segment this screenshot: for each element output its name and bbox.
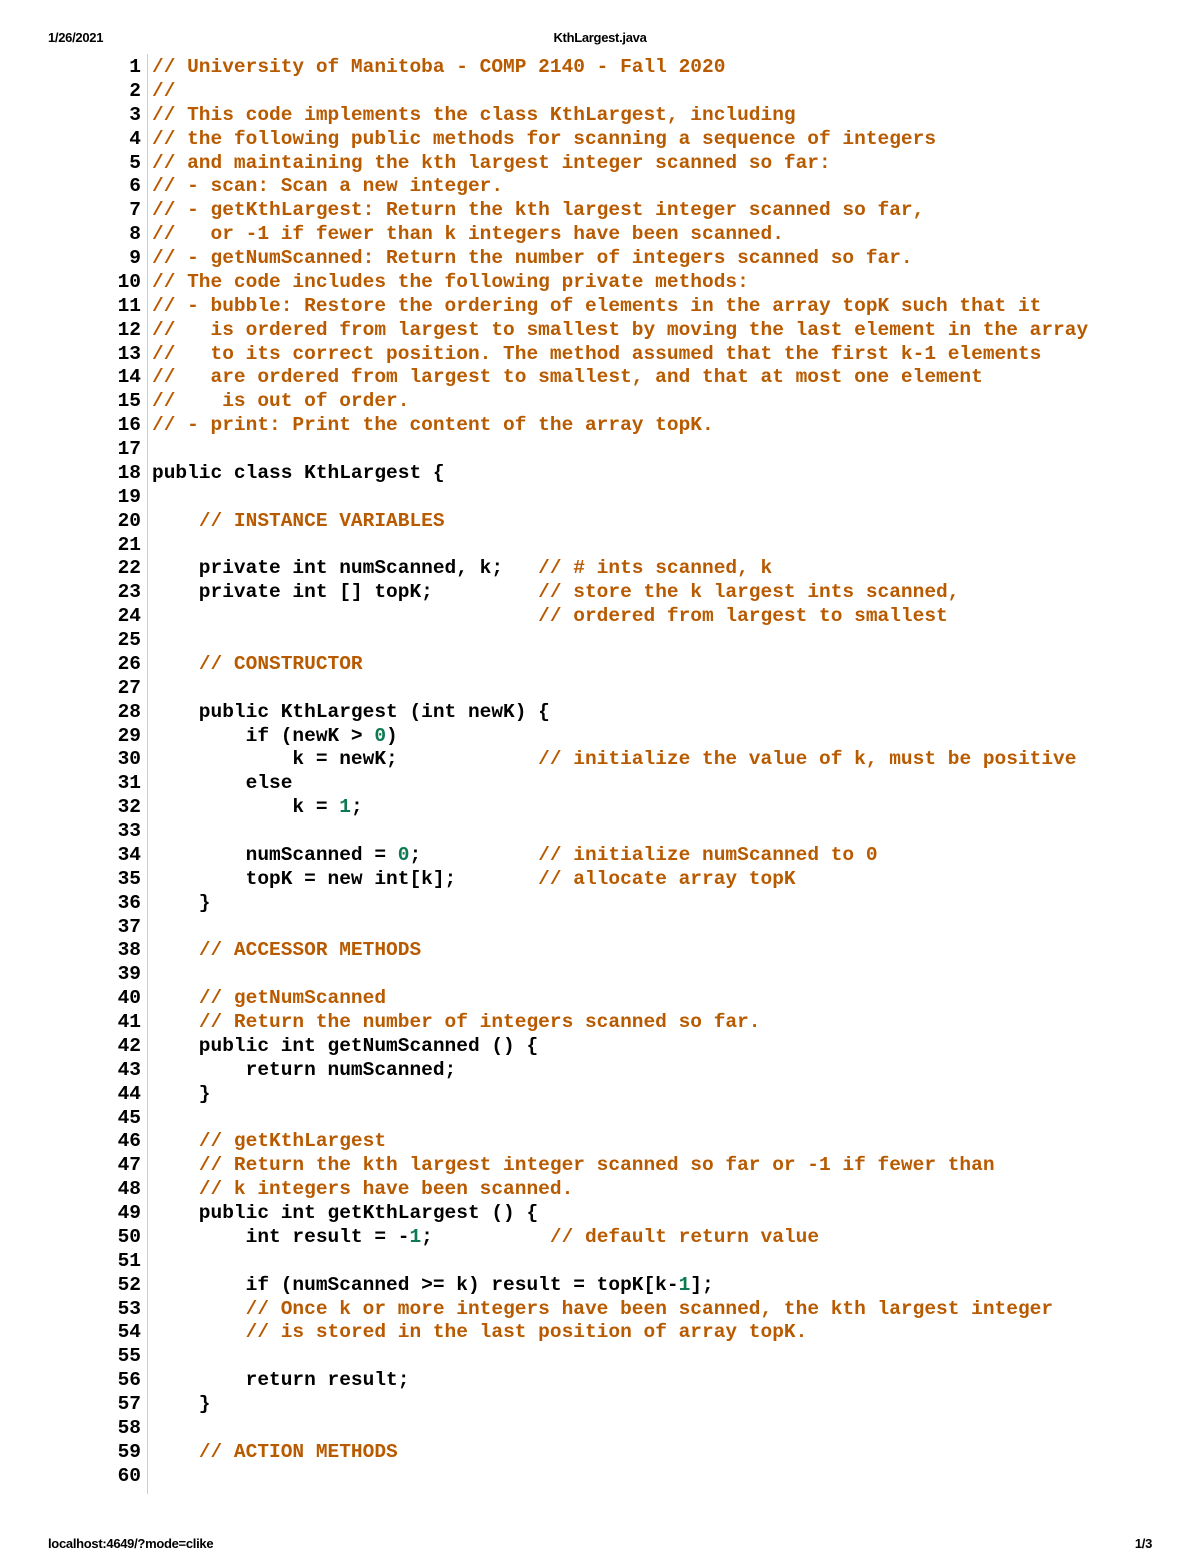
code-token: return numScanned; (152, 1058, 457, 1081)
code-line (0, 56, 1200, 80)
code-line (0, 605, 1200, 629)
code-text (152, 128, 936, 152)
code-comment: // - getNumScanned: Return the number of integers scanned so far. (152, 247, 913, 269)
code-line (0, 534, 1200, 558)
code-token: ; (350, 796, 363, 819)
code-token: numScanned = (152, 843, 398, 866)
code-token: ; (409, 843, 539, 866)
line-number: 39 (117, 963, 141, 986)
code-line (0, 892, 1200, 916)
code-token: public KthLargest (int newK) { (152, 700, 550, 723)
code-text (152, 152, 831, 176)
code-line (0, 963, 1200, 987)
code-comment: // # ints scanned, k (538, 557, 773, 580)
line-number: 52 (117, 1273, 141, 1296)
code-token: return result; (152, 1369, 410, 1392)
line-number: 44 (117, 1082, 141, 1105)
code-text (152, 748, 1076, 772)
code-text (152, 1393, 211, 1417)
line-number: 22 (117, 557, 141, 580)
code-line (0, 247, 1200, 271)
code-token: ) (386, 724, 398, 747)
line-number: 41 (117, 1011, 141, 1033)
code-comment: // Return the number of integers scanned so far. (198, 1011, 761, 1033)
code-token: k = (152, 796, 340, 819)
code-line (0, 80, 1200, 104)
code-token (152, 1154, 199, 1176)
code-line (0, 1011, 1200, 1035)
code-line (0, 1441, 1200, 1465)
line-number: 35 (117, 867, 141, 890)
code-token (152, 987, 199, 1009)
code-comment: // are ordered from largest to smallest, and that at most one element (152, 366, 983, 389)
code-line (0, 438, 1200, 462)
code-text (152, 1441, 398, 1465)
line-number: 18 (117, 461, 141, 484)
code-line (0, 939, 1200, 963)
code-comment: // is out of order. (152, 390, 410, 413)
code-line (0, 510, 1200, 534)
code-line (0, 1250, 1200, 1274)
code-comment: // CONSTRUCTOR (198, 652, 363, 675)
line-number: 12 (117, 318, 141, 341)
code-line (0, 1369, 1200, 1393)
line-number: 20 (117, 509, 141, 532)
line-number: 32 (117, 796, 141, 819)
line-number: 24 (117, 605, 141, 628)
line-number: 14 (117, 366, 141, 389)
code-token: int result = - (152, 1225, 410, 1248)
code-text (152, 1154, 995, 1178)
code-line (0, 390, 1200, 414)
code-number-literal: 0 (397, 843, 410, 866)
line-number: 15 (117, 390, 141, 413)
code-text (152, 725, 398, 749)
code-line (0, 1417, 1200, 1441)
line-number: 27 (117, 676, 141, 699)
code-text (152, 1035, 538, 1059)
code-line (0, 916, 1200, 940)
code-line (0, 557, 1200, 581)
code-line (0, 629, 1200, 653)
line-number: 4 (129, 127, 141, 150)
code-text (152, 510, 445, 534)
code-line (0, 175, 1200, 199)
code-line (0, 1154, 1200, 1178)
code-text (152, 390, 409, 414)
code-line (0, 796, 1200, 820)
code-listing (0, 56, 1200, 1489)
code-comment: // Return the kth largest integer scanned so far or -1 if fewer than (198, 1154, 995, 1177)
code-token (152, 653, 199, 675)
line-number: 54 (117, 1321, 141, 1344)
code-line (0, 701, 1200, 725)
code-comment: // getKthLargest (198, 1130, 387, 1153)
code-line (0, 987, 1200, 1011)
code-text (152, 343, 1041, 367)
code-line (0, 1274, 1200, 1298)
code-line (0, 1345, 1200, 1369)
code-line (0, 1321, 1200, 1345)
line-number: 10 (117, 270, 141, 293)
line-number: 3 (129, 103, 141, 126)
code-comment: // the following public methods for scanning a sequence of integers (152, 127, 937, 150)
code-number-literal: 1 (339, 796, 351, 819)
code-comment: // or -1 if fewer than k integers have been scanned. (152, 223, 784, 246)
line-number: 37 (117, 915, 141, 938)
code-text (152, 247, 913, 271)
line-number: 30 (117, 748, 141, 771)
code-line (0, 1083, 1200, 1107)
code-token (152, 1321, 246, 1343)
code-token: public class KthLargest { (152, 461, 445, 484)
code-comment: // initialize numScanned to 0 (538, 843, 878, 866)
code-text (152, 1369, 409, 1393)
code-text (152, 175, 503, 199)
code-comment: // is ordered from largest to smallest by moving the last element in the array (152, 318, 1089, 341)
code-comment: // ordered from largest to smallest (538, 605, 948, 628)
code-text (152, 1083, 211, 1107)
code-token: ; (421, 1225, 550, 1248)
code-line (0, 271, 1200, 295)
code-line (0, 319, 1200, 343)
code-text (152, 80, 175, 104)
code-text (152, 271, 749, 295)
code-line (0, 725, 1200, 749)
line-number: 40 (117, 987, 141, 1010)
code-token: else (152, 772, 293, 795)
code-line (0, 486, 1200, 510)
line-number: 38 (117, 939, 141, 962)
code-text (152, 701, 550, 725)
code-token: if (numScanned >= k) result = topK[k- (152, 1273, 679, 1296)
code-line (0, 1465, 1200, 1489)
line-number: 50 (117, 1225, 141, 1248)
code-text (152, 653, 363, 677)
line-number: 58 (117, 1416, 141, 1439)
code-line (0, 1226, 1200, 1250)
code-line (0, 581, 1200, 605)
code-text (152, 319, 1088, 343)
code-comment: // store the k largest ints scanned, (538, 581, 960, 604)
line-number: 56 (117, 1369, 141, 1392)
code-text (152, 1202, 538, 1226)
code-line (0, 844, 1200, 868)
code-text (152, 1321, 807, 1345)
code-text (152, 462, 445, 486)
code-text (152, 605, 948, 629)
line-number: 45 (117, 1106, 141, 1129)
code-comment: // - scan: Scan a new integer. (152, 175, 504, 198)
code-text (152, 844, 878, 868)
code-token (152, 1298, 246, 1320)
code-token (152, 510, 199, 532)
line-number: 9 (129, 247, 141, 269)
code-comment: // getNumScanned (198, 987, 387, 1010)
line-number: 2 (129, 79, 141, 102)
line-number: 33 (117, 820, 141, 842)
document-title: KthLargest.java (553, 30, 647, 45)
line-number: 53 (117, 1297, 141, 1320)
code-token: public int getNumScanned () { (152, 1034, 539, 1057)
code-line (0, 748, 1200, 772)
code-token (152, 939, 199, 961)
code-comment: // to its correct position. The method assumed that the first k-1 elements (152, 342, 1042, 365)
code-comment: // University of Manitoba - COMP 2140 - Fall 2020 (152, 56, 726, 78)
line-number: 59 (117, 1440, 141, 1463)
code-line (0, 1130, 1200, 1154)
code-text (152, 366, 983, 390)
line-number: 28 (117, 700, 141, 723)
line-number: 8 (129, 223, 141, 246)
line-number: 48 (117, 1178, 141, 1201)
code-text (152, 987, 386, 1011)
code-line (0, 1393, 1200, 1417)
page-number: 1/3 (1134, 1536, 1152, 1551)
code-comment: // This code implements the class KthLargest, including (152, 103, 796, 126)
code-text (152, 56, 725, 80)
code-number-literal: 1 (409, 1225, 422, 1248)
code-text (152, 557, 772, 581)
code-text (152, 1059, 456, 1083)
code-comment: // ACCESSOR METHODS (198, 939, 422, 962)
code-text (152, 796, 363, 820)
code-line (0, 820, 1200, 844)
code-text (152, 1178, 573, 1202)
code-token (152, 1178, 199, 1200)
code-token: if (newK > (152, 724, 375, 747)
line-number: 46 (117, 1130, 141, 1153)
code-text (152, 772, 292, 796)
line-number: 34 (117, 843, 141, 866)
code-comment: // The code includes the following private methods: (152, 270, 749, 293)
code-line (0, 104, 1200, 128)
line-number: 5 (129, 151, 141, 174)
code-line (0, 295, 1200, 319)
code-token: } (152, 891, 211, 914)
code-comment: // - print: Print the content of the array topK. (152, 414, 714, 437)
code-line (0, 414, 1200, 438)
code-number-literal: 1 (678, 1273, 691, 1296)
code-text (152, 939, 421, 963)
line-number: 21 (117, 533, 141, 556)
line-number: 51 (117, 1249, 141, 1272)
line-number: 55 (117, 1345, 141, 1368)
line-number: 26 (117, 652, 141, 675)
code-text (152, 1226, 819, 1250)
code-line (0, 366, 1200, 390)
code-token: } (152, 1393, 211, 1415)
code-line (0, 868, 1200, 892)
code-text (152, 223, 784, 247)
line-number: 7 (129, 199, 141, 222)
code-token: } (152, 1082, 211, 1105)
code-line (0, 653, 1200, 677)
code-number-literal: 0 (374, 724, 387, 747)
code-line (0, 128, 1200, 152)
code-token: private int [] topK; (152, 581, 539, 604)
print-date: 1/26/2021 (48, 30, 104, 45)
line-number: 11 (117, 294, 141, 317)
code-token (152, 1441, 199, 1463)
code-comment: // - bubble: Restore the ordering of elements in the array topK such that it (152, 294, 1042, 317)
code-token: k = newK; (152, 748, 539, 771)
line-number: 31 (117, 772, 141, 795)
line-number: 25 (117, 629, 141, 651)
code-token: ]; (690, 1273, 714, 1296)
line-number: 13 (117, 342, 141, 365)
code-comment: // is stored in the last position of array topK. (245, 1321, 808, 1344)
code-text (152, 295, 1041, 319)
code-line (0, 1035, 1200, 1059)
code-token (152, 605, 538, 627)
code-comment: // (152, 79, 176, 102)
line-number: 60 (117, 1464, 141, 1487)
line-number: 16 (117, 414, 141, 437)
code-line (0, 1178, 1200, 1202)
code-text (152, 1298, 1053, 1322)
code-token: private int numScanned, k; (152, 557, 539, 580)
code-text (152, 581, 959, 605)
code-line (0, 199, 1200, 223)
line-number: 19 (117, 485, 141, 508)
code-line (0, 1107, 1200, 1131)
code-comment: // INSTANCE VARIABLES (198, 509, 445, 532)
code-line (0, 1202, 1200, 1226)
code-line (0, 1298, 1200, 1322)
code-text (152, 1011, 761, 1035)
line-number: 47 (117, 1154, 141, 1177)
line-number: 29 (117, 724, 141, 747)
line-number: 36 (117, 891, 141, 914)
code-comment: // ACTION METHODS (198, 1440, 398, 1463)
footer-url: localhost:4649/?mode=clike (48, 1536, 214, 1551)
code-text (152, 868, 796, 892)
code-line (0, 772, 1200, 796)
code-line (0, 343, 1200, 367)
code-comment: // - getKthLargest: Return the kth largest integer scanned so far, (152, 199, 925, 222)
line-number: 17 (117, 438, 141, 460)
line-number: 6 (129, 175, 141, 198)
line-number: 1 (129, 56, 141, 78)
line-number: 49 (117, 1202, 141, 1224)
code-comment: // Once k or more integers have been scanned, the kth largest integer (245, 1297, 1054, 1320)
code-text (152, 414, 714, 438)
code-line (0, 462, 1200, 486)
code-comment: // allocate array topK (538, 867, 796, 890)
code-line (0, 677, 1200, 701)
code-token: public int getKthLargest () { (152, 1202, 539, 1224)
code-text (152, 199, 924, 223)
line-number: 23 (117, 581, 141, 604)
code-token (152, 1130, 199, 1152)
code-text (152, 104, 796, 128)
code-comment: // k integers have been scanned. (198, 1178, 574, 1201)
code-line (0, 152, 1200, 176)
code-token (152, 1011, 199, 1033)
code-comment: // default return value (549, 1225, 820, 1248)
code-text (152, 1130, 386, 1154)
code-text (152, 892, 211, 916)
code-line (0, 1059, 1200, 1083)
code-token: topK = new int[k]; (152, 867, 539, 890)
code-text (152, 1274, 714, 1298)
line-number: 42 (117, 1034, 141, 1057)
line-number: 57 (117, 1393, 141, 1415)
code-comment: // and maintaining the kth largest integer scanned so far: (152, 151, 831, 174)
line-number: 43 (117, 1058, 141, 1081)
code-line (0, 223, 1200, 247)
code-comment: // initialize the value of k, must be positive (538, 748, 1077, 771)
